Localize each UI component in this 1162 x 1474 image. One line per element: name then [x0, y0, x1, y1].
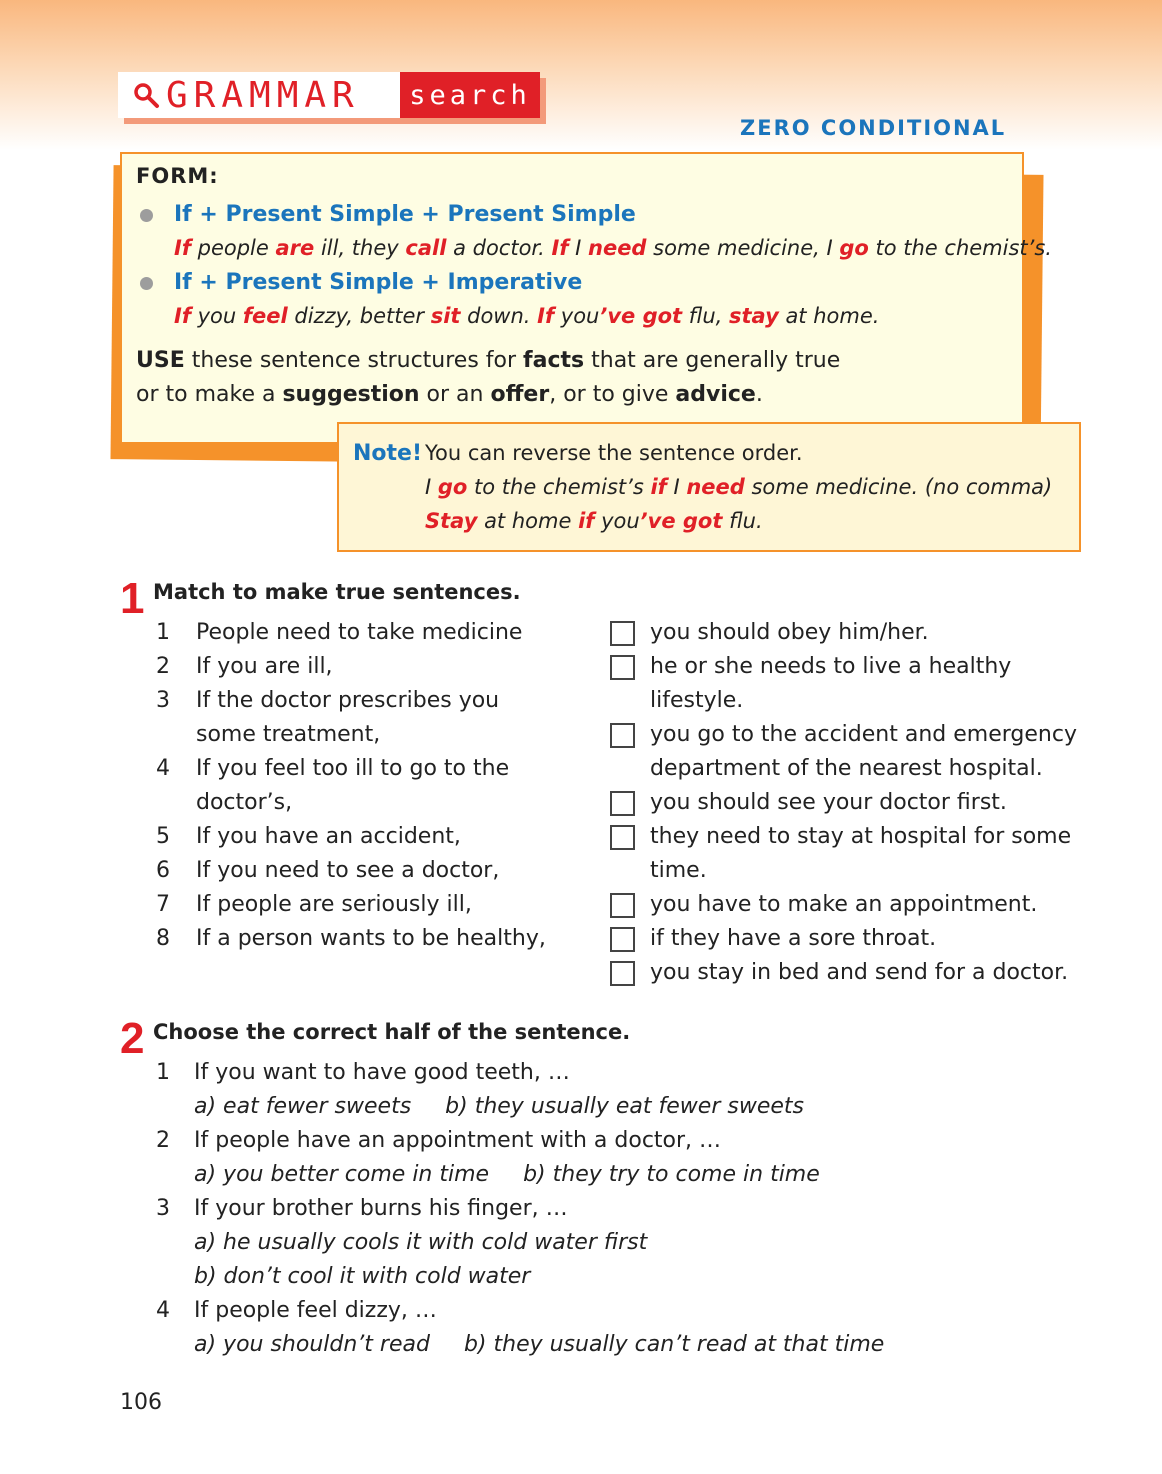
- item-text: If you are ill,: [196, 654, 333, 679]
- match-item-left: [156, 752, 586, 820]
- bullet-dot: [140, 277, 153, 290]
- question-item: [156, 1056, 1056, 1124]
- exercise-2-list: [156, 1056, 1056, 1362]
- match-item-right: [610, 616, 1110, 650]
- match-item-right: [610, 650, 1110, 718]
- match-item-left: [156, 650, 586, 684]
- item-number: 6: [156, 858, 170, 883]
- match-item-left: [156, 888, 586, 922]
- text-segment: flu,: [682, 304, 729, 328]
- text-segment: these sentence structures for: [184, 348, 524, 373]
- highlighted-word: If: [551, 236, 569, 260]
- item-number: 3: [156, 1196, 170, 1221]
- exercise-2-number: 2: [120, 1014, 145, 1063]
- form-box: [120, 152, 1052, 444]
- item-text: If people are seriously ill,: [196, 892, 472, 917]
- highlighted-word: go: [437, 475, 468, 499]
- note-line-2: [425, 475, 1052, 499]
- item-text: If you need to see a doctor,: [196, 858, 500, 883]
- question-text: If people have an appointment with a doctor, …: [194, 1128, 722, 1153]
- item-text: you should see your doctor first.: [650, 790, 1007, 815]
- text-segment: at home: [477, 509, 579, 533]
- highlighted-word: ’ve got: [599, 304, 683, 328]
- match-item-left: [156, 820, 586, 854]
- item-number: 4: [156, 1298, 170, 1323]
- page-number: 106: [120, 1390, 162, 1415]
- highlighted-word: go: [839, 236, 869, 260]
- highlighted-word: Stay: [425, 509, 478, 533]
- highlighted-word: need: [588, 236, 647, 260]
- note-box: [337, 422, 1081, 552]
- text-segment: at home.: [778, 304, 880, 328]
- item-number: 1: [156, 1060, 170, 1085]
- highlighted-word: need: [686, 475, 745, 499]
- answer-checkbox[interactable]: [610, 927, 635, 952]
- options-line: [156, 1090, 1056, 1124]
- highlighted-word: If: [174, 236, 191, 260]
- form-title: FORM:: [136, 164, 219, 188]
- text-segment: down.: [460, 304, 538, 328]
- header-grammar-text: GRAMMAR: [166, 74, 360, 116]
- highlighted-word: if: [650, 475, 667, 499]
- answer-checkbox[interactable]: [610, 723, 635, 748]
- header-search-label: search: [400, 72, 540, 118]
- item-text: lifestyle.: [650, 688, 744, 713]
- note-line-1: You can reverse the sentence order.: [425, 441, 803, 465]
- use-line-1: [136, 344, 840, 378]
- text-segment: I: [666, 475, 687, 499]
- text-segment: a doctor.: [446, 236, 552, 260]
- highlighted-word: If: [537, 304, 555, 328]
- options-line: [156, 1158, 1056, 1192]
- question-item: [156, 1294, 1056, 1362]
- question-item: [156, 1124, 1056, 1192]
- options-line: [156, 1226, 1056, 1260]
- item-text: time.: [650, 858, 707, 883]
- exercise-2-title: Choose the correct half of the sentence.: [153, 1020, 631, 1044]
- grammar-search-header: [118, 72, 546, 124]
- text-segment: people: [190, 236, 276, 260]
- item-text: department of the nearest hospital.: [650, 756, 1043, 781]
- options-line: [156, 1328, 1056, 1362]
- answer-option[interactable]: b) they usually can’t read at that time: [463, 1332, 885, 1357]
- item-text: People need to take medicine: [196, 620, 523, 645]
- use-line-2: [136, 378, 840, 412]
- bullet-dot: [140, 209, 153, 222]
- exercise-1-right-list: [610, 616, 1110, 990]
- bold-keyword: facts: [523, 348, 585, 373]
- form-rule-1: If + Present Simple + Present Simple: [174, 202, 636, 227]
- item-text: you have to make an appointment.: [650, 892, 1038, 917]
- form-example-2: [174, 304, 879, 328]
- text-segment: ill, they: [314, 236, 406, 260]
- item-text: he or she needs to live a healthy: [650, 654, 1012, 679]
- match-item-right: [610, 888, 1110, 922]
- item-number: 5: [156, 824, 170, 849]
- note-line-3: [425, 509, 763, 533]
- item-text: you should obey him/her.: [650, 620, 929, 645]
- exercise-1-number: 1: [120, 574, 145, 623]
- answer-checkbox[interactable]: [610, 825, 635, 850]
- bold-keyword: offer: [490, 382, 550, 407]
- highlighted-word: If: [174, 304, 191, 328]
- text-segment: to the chemist’s: [467, 475, 651, 499]
- answer-checkbox[interactable]: [610, 791, 635, 816]
- item-number: 2: [156, 654, 170, 679]
- match-item-right: [610, 786, 1110, 820]
- match-item-left: [156, 854, 586, 888]
- match-item-right: [610, 820, 1110, 888]
- bold-keyword: advice: [675, 382, 756, 407]
- match-item-right: [610, 956, 1110, 990]
- item-text: you go to the accident and emergency: [650, 722, 1077, 747]
- item-text: if they have a sore throat.: [650, 926, 937, 951]
- text-segment: flu.: [722, 509, 763, 533]
- match-item-left: [156, 684, 586, 752]
- bold-keyword: suggestion: [282, 382, 420, 407]
- match-item-left: [156, 616, 586, 650]
- text-segment: some medicine, I: [646, 236, 840, 260]
- text-segment: , or to give: [549, 382, 676, 407]
- highlighted-word: feel: [242, 304, 288, 328]
- search-icon: [132, 81, 160, 109]
- item-number: 1: [156, 620, 170, 645]
- question-text: If people feel dizzy, …: [194, 1298, 437, 1323]
- question-text: If your brother burns his finger, …: [194, 1196, 568, 1221]
- item-number: 3: [156, 688, 170, 713]
- answer-option[interactable]: a) you shouldn’t read: [194, 1332, 430, 1357]
- use-explanation: [136, 344, 840, 412]
- item-text: doctor’s,: [196, 790, 293, 815]
- exercise-1-title: Match to make true sentences.: [153, 580, 521, 604]
- text-segment: you: [190, 304, 243, 328]
- note-label: Note!: [353, 441, 422, 466]
- match-item-left: [156, 922, 586, 956]
- answer-option[interactable]: a) he usually cools it with cold water first: [194, 1230, 648, 1255]
- text-segment: .: [755, 382, 763, 407]
- text-segment: you: [594, 509, 640, 533]
- answer-option[interactable]: b) they usually eat fewer sweets: [445, 1094, 804, 1119]
- question-text: If you want to have good teeth, …: [194, 1060, 570, 1085]
- highlighted-word: stay: [729, 304, 779, 328]
- answer-checkbox[interactable]: [610, 893, 635, 918]
- answer-option[interactable]: b) they try to come in time: [523, 1162, 820, 1187]
- match-item-right: [610, 922, 1110, 956]
- bold-keyword: USE: [136, 348, 185, 373]
- answer-checkbox[interactable]: [610, 621, 635, 646]
- highlighted-word: are: [275, 236, 315, 260]
- item-text: some treatment,: [196, 722, 381, 747]
- header-grammar-panel: [118, 72, 400, 118]
- options-line: [156, 1260, 1056, 1294]
- highlighted-word: if: [578, 509, 595, 533]
- match-item-right: [610, 718, 1110, 786]
- item-number: 4: [156, 756, 170, 781]
- item-text: If you feel too ill to go to the: [196, 756, 510, 781]
- topic-title: ZERO CONDITIONAL: [740, 116, 1007, 140]
- item-number: 8: [156, 926, 170, 951]
- item-text: If a person wants to be healthy,: [196, 926, 546, 951]
- highlighted-word: sit: [430, 304, 461, 328]
- text-segment: to the chemist’s.: [868, 236, 1052, 260]
- item-number: 7: [156, 892, 170, 917]
- text-segment: some medicine. (no comma): [744, 475, 1053, 499]
- item-text: they need to stay at hospital for some: [650, 824, 1072, 849]
- text-segment: or to make a: [136, 382, 283, 407]
- form-example-1: [174, 236, 1052, 260]
- item-text: you stay in bed and send for a doctor.: [650, 960, 1069, 985]
- form-rule-2: If + Present Simple + Imperative: [174, 270, 583, 295]
- answer-option[interactable]: a) eat fewer sweets: [194, 1094, 412, 1119]
- highlighted-word: ’ve got: [639, 509, 723, 533]
- item-text: If you have an accident,: [196, 824, 461, 849]
- exercise-1-left-list: [156, 616, 586, 956]
- text-segment: dizzy, better: [287, 304, 431, 328]
- item-text: If the doctor prescribes you: [196, 688, 500, 713]
- question-item: [156, 1192, 1056, 1294]
- answer-checkbox[interactable]: [610, 655, 635, 680]
- answer-option[interactable]: b) don’t cool it with cold water: [194, 1264, 531, 1289]
- text-segment: that are generally true: [584, 348, 841, 373]
- text-segment: I: [425, 475, 438, 499]
- text-segment: or an: [419, 382, 491, 407]
- answer-option[interactable]: a) you better come in time: [194, 1162, 490, 1187]
- highlighted-word: call: [405, 236, 447, 260]
- answer-checkbox[interactable]: [610, 961, 635, 986]
- text-segment: you: [554, 304, 600, 328]
- item-number: 2: [156, 1128, 170, 1153]
- text-segment: I: [568, 236, 588, 260]
